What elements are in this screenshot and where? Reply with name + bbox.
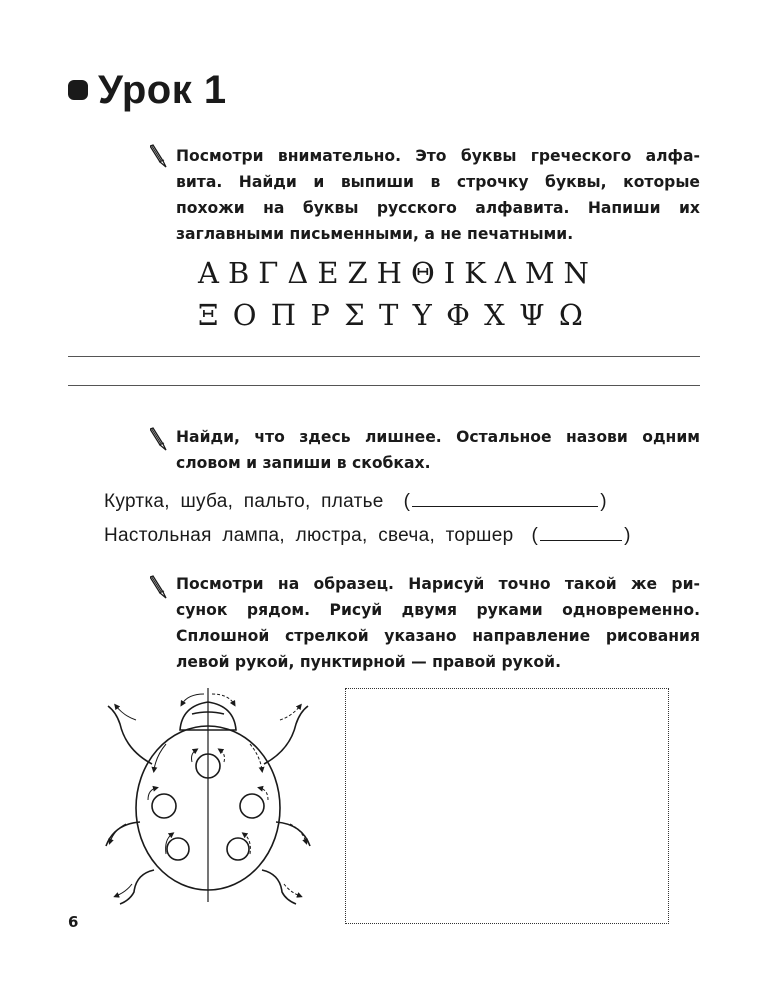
drawing-area[interactable] (345, 688, 669, 924)
task2-line: словом и запиши в скобках. (176, 454, 431, 472)
task2-instructions (176, 424, 700, 476)
greek-alphabet-row-2 (198, 298, 584, 332)
greek-letter: Ξ (198, 298, 220, 332)
greek-alphabet-row-1 (198, 256, 590, 290)
greek-letter: Ρ (310, 298, 331, 332)
greek-letter: Ο (232, 298, 258, 332)
pencil-icon (150, 574, 170, 600)
greek-letter: Σ (344, 298, 366, 332)
close-paren: ) (600, 491, 607, 512)
greek-letter: Ν (563, 256, 590, 290)
task3-line: сунок рядом. Рисуй двумя руками одновременно. (176, 601, 700, 619)
answer-blank-1[interactable] (412, 488, 598, 507)
greek-letter: Χ (484, 298, 506, 332)
task3-instructions (176, 571, 700, 675)
greek-letter: Λ (494, 256, 517, 290)
task1-line: похожи на буквы русского алфавита. Напиши их (176, 199, 700, 217)
greek-letter: Γ (258, 256, 280, 290)
greek-letter: Μ (524, 256, 556, 290)
heading-bullet-icon (68, 80, 88, 100)
greek-letter: Ψ (519, 298, 546, 332)
lesson-heading (68, 62, 227, 118)
sentence-text: Куртка, шуба, пальто, платье (104, 491, 384, 512)
close-paren: ) (624, 525, 631, 546)
open-paren: ( (531, 525, 539, 546)
page-number: 6 (68, 913, 79, 931)
greek-letter: Ζ (347, 256, 369, 290)
greek-letter: Α (198, 256, 220, 290)
writing-line-1[interactable] (68, 356, 700, 357)
greek-letter: Η (376, 256, 403, 290)
writing-line-2[interactable] (68, 385, 700, 386)
ladybug-sample-drawing (96, 684, 316, 906)
pencil-icon (150, 143, 170, 169)
greek-letter: Ε (317, 256, 340, 290)
greek-letter: Δ (287, 256, 310, 290)
task3-line: левой рукой, пунктирной — правой рукой. (176, 653, 561, 671)
task3-line: Посмотри на образец. Нарисуй точно такой же ри- (176, 575, 700, 593)
greek-letter: Β (227, 256, 251, 290)
greek-letter: Ι (443, 256, 457, 290)
greek-letter: Υ (412, 298, 433, 332)
greek-letter: Θ (410, 256, 436, 290)
answer-blank-2[interactable] (540, 522, 622, 541)
task1-line: вита. Найди и выпиши в строчку буквы, которые (176, 173, 700, 191)
task1-instructions (176, 143, 700, 247)
greek-letter: Φ (446, 298, 471, 332)
open-paren: ( (403, 491, 411, 512)
greek-letter: Κ (464, 256, 487, 290)
greek-letter: Τ (379, 298, 400, 332)
exercise-sentence-2 (104, 522, 631, 547)
task1-line: заглавными письменными, а не печатными. (176, 225, 574, 243)
greek-letter: Ω (558, 298, 584, 332)
task2-line: Найди, что здесь лишнее. Остальное назови одним (176, 428, 700, 446)
task1-line: Посмотри внимательно. Это буквы греческого алфа- (176, 147, 700, 165)
exercise-sentence-1 (104, 488, 607, 513)
task3-line: Сплошной стрелкой указано направление рисования (176, 627, 700, 645)
lesson-title: Урок 1 (98, 67, 227, 112)
pencil-icon (150, 426, 170, 452)
greek-letter: Π (270, 298, 298, 332)
sentence-text: Настольная лампа, люстра, свеча, торшер (104, 525, 514, 546)
